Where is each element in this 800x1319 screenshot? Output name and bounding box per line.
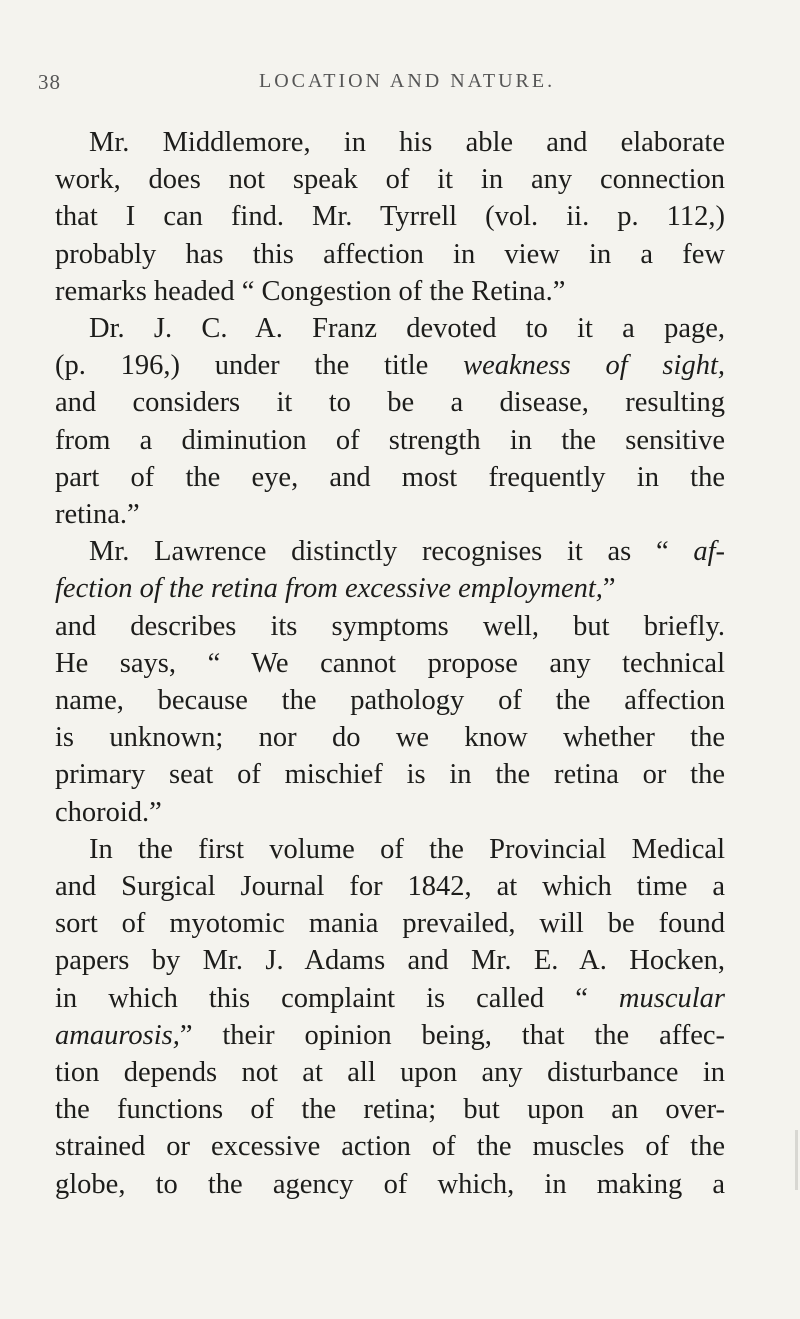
text-line: is unknown; nor do we know whether the [55, 722, 725, 754]
text-line: choroid.” [55, 796, 162, 828]
text-line: part of the eye, and most frequently in the [55, 461, 725, 493]
text-line [55, 570, 725, 607]
text-run: Mr. Lawrence distinctly recognises it as “ [89, 536, 694, 568]
text-line: strained or excessive action of the muscles of the [55, 1131, 725, 1163]
text-line: papers by Mr. J. Adams and Mr. E. A. Hocken, [55, 945, 725, 977]
text-line: and describes its symptoms well, but briefly. [55, 610, 725, 642]
text-run: in which this complaint is called “ [55, 982, 619, 1014]
text-line [55, 980, 725, 1017]
italic-phrase: af- [693, 536, 725, 568]
text-line: the functions of the retina; but upon an over- [55, 1094, 725, 1126]
text-line: Dr. J. C. A. Franz devoted to it a page, [89, 313, 725, 345]
text-line: and Surgical Journal for 1842, at which time a [55, 871, 725, 903]
text-line: from a diminution of strength in the sensitive [55, 424, 725, 456]
text-run: (p. 196,) under the title [55, 350, 464, 382]
running-title: LOCATION AND NATURE. [259, 70, 556, 92]
page-number: 38 [38, 70, 61, 94]
text-line: and considers it to be a disease, resulting [55, 387, 725, 419]
text-run: ” [602, 573, 616, 605]
italic-phrase: muscular [618, 982, 725, 1014]
italic-phrase: amaurosis, [55, 1019, 180, 1051]
body-text [55, 124, 725, 1203]
italic-phrase: fection of the retina from excessive employment, [55, 573, 603, 605]
text-line: Mr. Middlemore, in his able and elaborate [89, 127, 725, 158]
text-line: that I can find. Mr. Tyrrell (vol. ii. p. 112,) [55, 201, 725, 233]
italic-phrase: weakness of sight, [463, 350, 725, 382]
page-edge-shadow [795, 1130, 798, 1190]
text-run: ” their opinion being, that the affec- [179, 1019, 725, 1051]
text-line: work, does not speak of it in any connection [55, 164, 725, 196]
text-line: probably has this affection in view in a few [55, 238, 725, 270]
text-line: He says, “ We cannot propose any technical [55, 647, 725, 679]
text-line: primary seat of mischief is in the retina or the [55, 759, 725, 791]
text-line: remarks headed “ Congestion of the Retina.” [55, 275, 566, 307]
text-line [55, 1017, 725, 1054]
text-line: globe, to the agency of which, in making a [55, 1168, 725, 1200]
text-line: tion depends not at all upon any disturbance in [55, 1057, 725, 1089]
text-line: In the first volume of the Provincial Medical [89, 833, 725, 865]
text-line [55, 533, 725, 570]
text-line: name, because the pathology of the affection [55, 685, 725, 717]
text-line [55, 347, 725, 384]
text-line: retina.” [55, 499, 140, 531]
running-head [0, 70, 800, 102]
text-line: sort of myotomic mania prevailed, will be found [55, 908, 725, 940]
